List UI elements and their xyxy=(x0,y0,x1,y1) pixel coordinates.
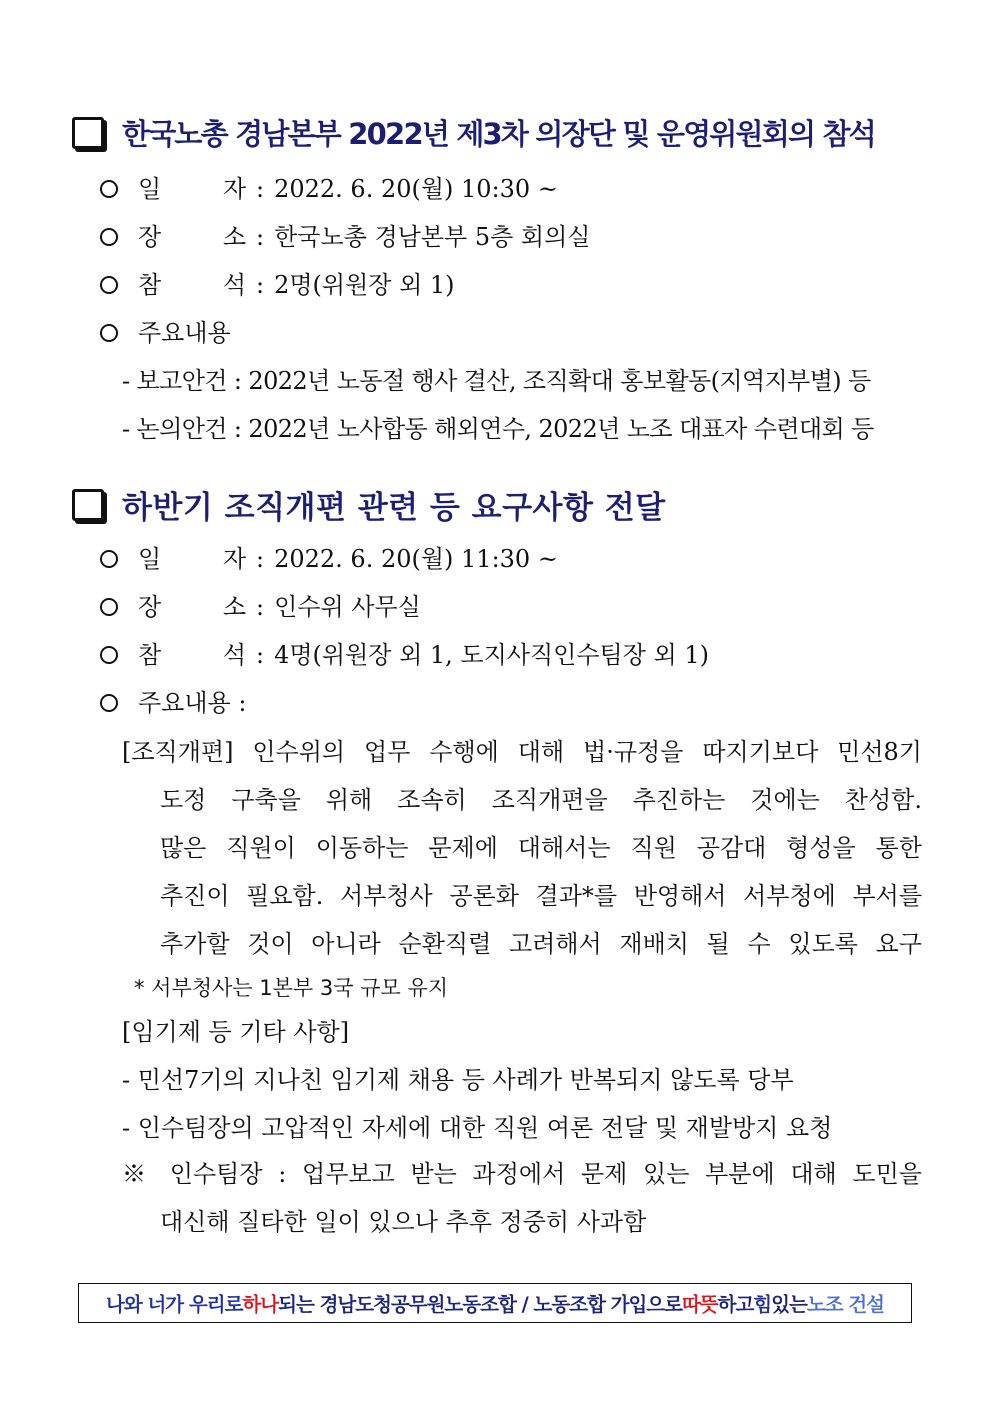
remark-second-line: 대신해 질타한 일이 있으나 추후 정중히 사과함 xyxy=(160,1208,647,1236)
contents-label: 주요내용 : xyxy=(138,689,247,717)
colon: : xyxy=(256,271,265,299)
section1-place-row xyxy=(100,221,590,253)
place-label: 장 소 xyxy=(138,223,246,251)
section1-date-row xyxy=(100,173,558,205)
section2-title xyxy=(72,482,666,527)
section1-title-text: 한국노총 경남본부 2022년 제3차 의장단 및 운영위원회의 참석 xyxy=(122,117,875,151)
place-label: 장 소 xyxy=(138,593,246,621)
colon: : xyxy=(256,545,265,573)
section1-place: 한국노총 경남본부 5층 회의실 xyxy=(274,223,591,251)
attend-label: 참 석 xyxy=(138,641,246,669)
circle-bullet-icon xyxy=(100,550,118,568)
remark-first-line: ※ 인수팀장 : 업무보고 받는 과정에서 문제 있는 부분에 대해 도민을 xyxy=(122,1160,922,1188)
other-heading: [임기제 등 기타 사항] xyxy=(122,1018,350,1046)
slogan-highlight: 노조 건설 xyxy=(806,1293,885,1316)
reorg-paragraph-line: 추가할 것이 아니라 순환직렬 고려해서 재배치 될 수 있도록 요구 xyxy=(160,930,922,958)
checkbox-square-icon xyxy=(72,489,104,521)
other-item: - 인수팀장의 고압적인 자세에 대한 직원 여론 전달 및 재발방지 요청 xyxy=(122,1114,833,1142)
circle-bullet-icon xyxy=(100,228,118,246)
colon: : xyxy=(256,641,265,669)
slogan-part: 되는 경남도청공무원노동조합 / 노동조합 가입으로 xyxy=(278,1293,682,1316)
section1-item: - 논의안건 : 2022년 노사합동 해외연수, 2022년 노조 대표자 수련대회 등 xyxy=(122,415,874,443)
circle-bullet-icon xyxy=(100,324,118,342)
reorg-paragraph-line: 추진이 필요함. 서부청사 공론화 결과*를 반영해서 서부청에 부서를 xyxy=(160,882,922,910)
section2-place-row xyxy=(100,591,421,623)
section2-attendees: 4명(위원장 외 1, 도지사직인수팀장 외 1) xyxy=(274,641,709,669)
section2-place: 인수위 사무실 xyxy=(274,593,421,621)
section1-item: - 보고안건 : 2022년 노동절 행사 결산, 조직확대 홍보활동(지역지부별) 등 xyxy=(122,367,871,395)
section1-attend-row xyxy=(100,269,455,301)
slogan-highlight: 따뜻 xyxy=(681,1293,718,1316)
reorg-paragraph-first-line: [조직개편] 인수위의 업무 수행에 대해 법·규정을 따지기보다 민선8기 xyxy=(122,738,922,766)
colon: : xyxy=(256,593,265,621)
section2-contents-row xyxy=(100,687,246,719)
section2-title-text: 하반기 조직개편 관련 등 요구사항 전달 xyxy=(122,490,666,526)
circle-bullet-icon xyxy=(100,276,118,294)
section1-attendees: 2명(위원장 외 1) xyxy=(274,271,455,299)
checkbox-square-icon xyxy=(72,117,104,149)
slogan-highlight: 힘 xyxy=(753,1293,772,1316)
circle-bullet-icon xyxy=(100,646,118,664)
date-label: 일 자 xyxy=(138,545,246,573)
section2-attend-row xyxy=(100,639,709,671)
circle-bullet-icon xyxy=(100,694,118,712)
section1-date: 2022. 6. 20(월) 10:30 ~ xyxy=(274,175,558,203)
slogan-part: 나와 너가 우리로 xyxy=(105,1293,243,1316)
slogan-highlight: 하나 xyxy=(242,1293,279,1316)
reorg-paragraph-line: 도정 구축을 위해 조속히 조직개편을 추진하는 것에는 찬성함. xyxy=(160,786,922,814)
slogan-banner xyxy=(78,1283,912,1323)
section2-date: 2022. 6. 20(월) 11:30 ~ xyxy=(274,545,558,573)
slogan-part: 하고 xyxy=(717,1293,754,1316)
colon: : xyxy=(256,175,265,203)
section1-title xyxy=(72,112,875,153)
reorg-paragraph-line: 많은 직원이 이동하는 문제에 대해서는 직원 공감대 형성을 통한 xyxy=(160,834,922,862)
contents-label: 주요내용 xyxy=(138,319,231,347)
section2-date-row xyxy=(100,543,558,575)
date-label: 일 자 xyxy=(138,175,246,203)
footnote: * 서부청사는 1본부 3국 규모 유지 xyxy=(134,976,449,1000)
slogan-part: 있는 xyxy=(771,1293,807,1316)
circle-bullet-icon xyxy=(100,598,118,616)
colon: : xyxy=(256,223,265,251)
attend-label: 참 석 xyxy=(138,271,246,299)
other-item: - 민선7기의 지나친 임기제 채용 등 사례가 반복되지 않도록 당부 xyxy=(122,1066,794,1094)
section1-contents-row xyxy=(100,317,231,349)
circle-bullet-icon xyxy=(100,180,118,198)
